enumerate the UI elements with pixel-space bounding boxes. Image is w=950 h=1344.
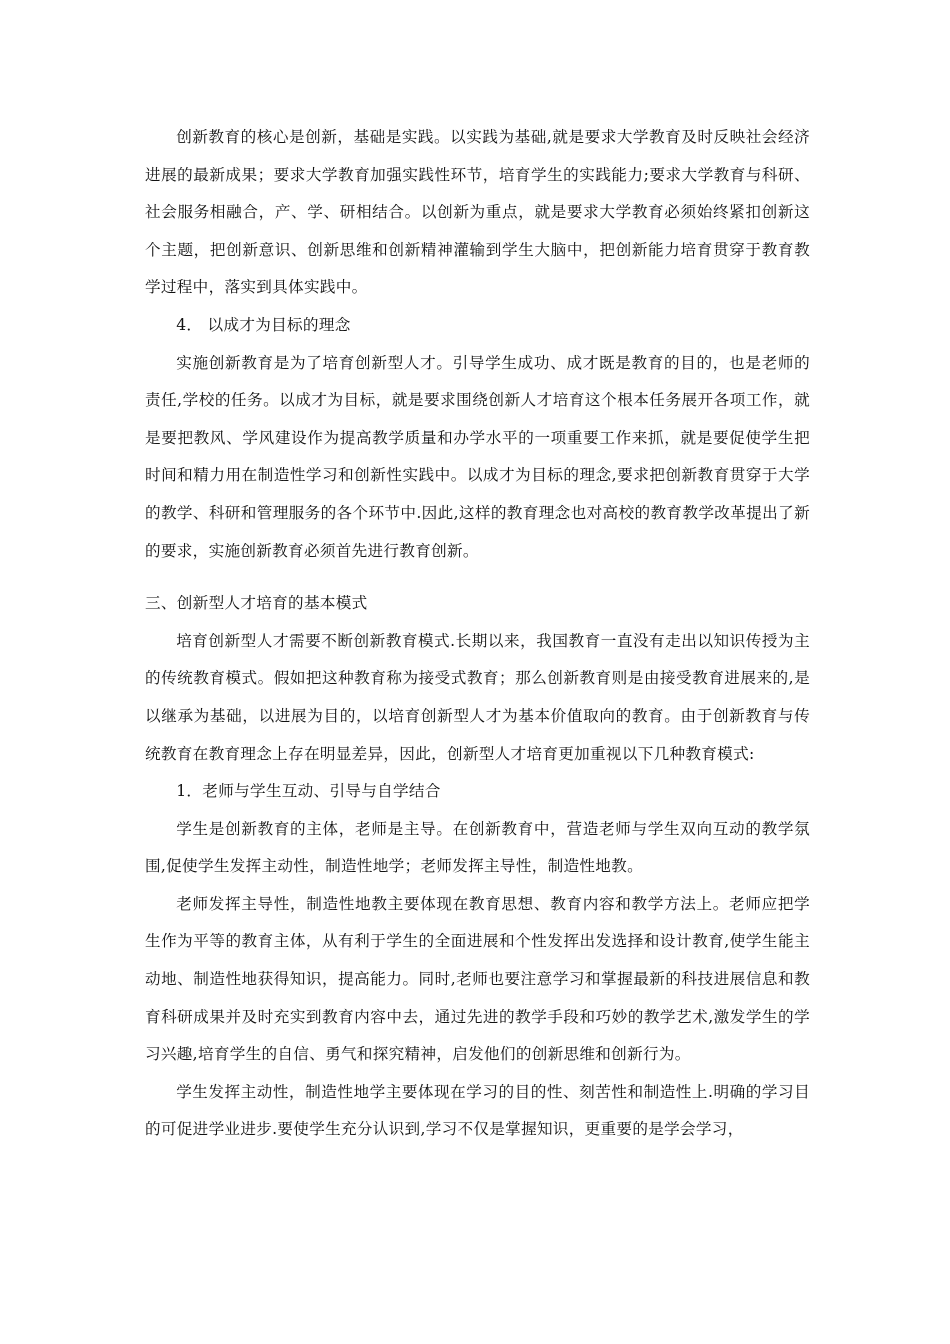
paragraph-talent-goal: 实施创新教育是为了培育创新型人才。引导学生成功、成才既是教育的目的，也是老师的责任,学校的任务。以成才为目标，就是要求围绕创新人才培育这个根本任务展开各项工作，就是要把教风、学风建设作为提高教学质量和办学水平的一项重要工作来抓，就是要促使学生把时间和精力用在制造性学习和创新性实践中。以成才为目标的理念,要求把创新教育贯穿于大学的教学、科研和管理服务的各个环节中.因此,这样的教育理念也对高校的教育教学改革提出了新的要求，实施创新教育必须首先进行教育创新。 (145, 353, 810, 560)
paragraph-teacher-guidance: 老师发挥主导性，制造性地教主要体现在教育思想、教育内容和教学方法上。老师应把学生作为平等的教育主体，从有利于学生的全面进展和个性发挥出发选择和设计教育,使学生能主动地、制造性地获得知识，提高能力。同时,老师也要注意学习和掌握最新的科技进展信息和教育科研成果并及时充实到教育内容中去，通过先进的教学手段和巧妙的教学艺术,激发学生的学习兴趣,培育学生的自信、勇气和探究精神，启发他们的创新思维和创新行为。 (145, 894, 810, 1064)
paragraph-student-initiative: 学生发挥主动性，制造性地学主要体现在学习的目的性、刻苦性和制造性上.明确的学习目的可促进学业进步.要使学生充分认识到,学习不仅是掌握知识，更重要的是学会学习， (145, 1082, 810, 1139)
paragraph-practice-foundation: 创新教育的核心是创新，基础是实践。以实践为基础,就是要求大学教育及时反映社会经济进展的最新成果；要求大学教育加强实践性环节，培育学生的实践能力;要求大学教育与科研、社会服务相融合，产、学、研相结合。以创新为重点，就是要求大学教育必须始终紧扣创新这个主题，把创新意识、创新思维和创新精神灌输到学生大脑中，把创新能力培育贯穿于教育教学过程中，落实到具体实践中。 (145, 128, 810, 297)
paragraph-education-model: 培育创新型人才需要不断创新教育模式.长期以来，我国教育一直没有走出以知识传授为主的传统教育模式。假如把这种教育称为接受式教育；那么创新教育则是由接受教育进展来的,是以继承为基础，以进展为目的，以培育创新型人才为基本价值取向的教育。由于创新教育与传统教育在教育理念上存在明显差异，因此，创新型人才培育更加重视以下几种教育模式: (145, 631, 810, 763)
subheading-item-1: 1．老师与学生互动、引导与自学结合 (176, 782, 441, 801)
section-heading-3: 三、创新型人才培育的基本模式 (145, 594, 368, 613)
document-body (145, 119, 810, 1149)
subheading-item-4: 4． 以成才为目标的理念 (176, 315, 351, 334)
paragraph-student-subject: 学生是创新教育的主体，老师是主导。在创新教育中，营造老师与学生双向互动的教学氛围,促使学生发挥主动性，制造性地学；老师发挥主导性，制造性地教。 (145, 819, 810, 876)
